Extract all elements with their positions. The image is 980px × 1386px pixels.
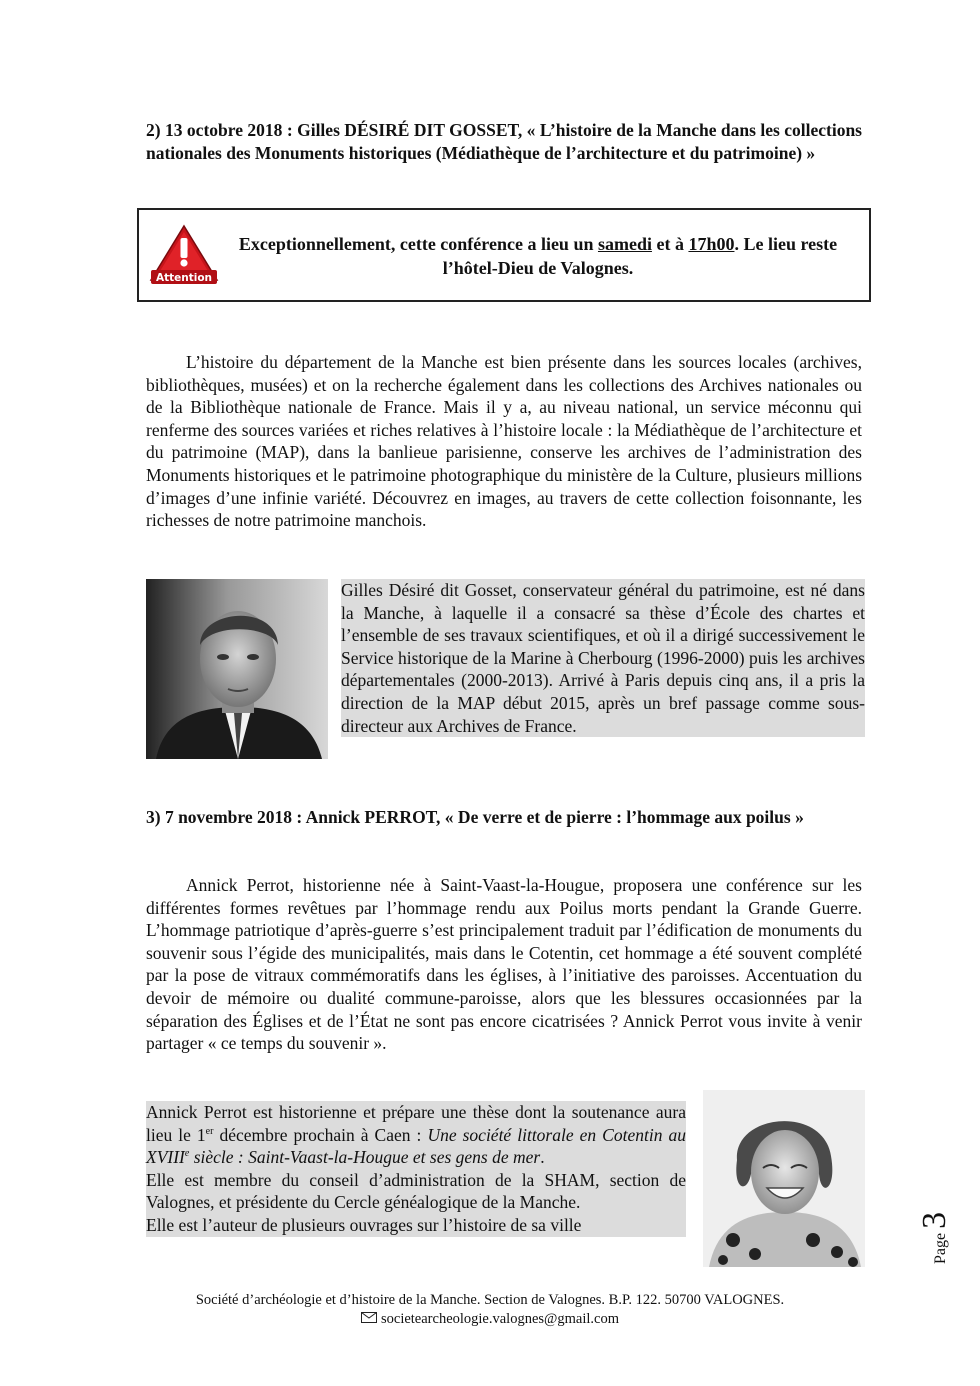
attention-warning-icon [147,224,221,286]
footer-address: Société d’archéologie et d’histoire de la Manche. Section de Valognes. B.P. 122. 50700 VALOGNES. [195,1292,785,1308]
footer-email[interactable]: societearcheologie.valognes@gmail.com [380,1311,620,1327]
page-number: 3 [916,1211,953,1229]
portrait-gilles-desire-dit-gosset [146,579,328,759]
bio-annick-perrot-line1: Annick Perrot est historienne et prépare une thèse dont la soutenance aura lieu le 1er décembre prochain à Caen : Une société littorale en Cotentin au XVIIIe siècle : Saint-Vaast-la-Hougue et ses gens de mer. [146,1102,686,1168]
attention-icon-label: Attention [155,272,213,284]
portrait-annick-perrot [703,1090,865,1267]
page-number-label: Page 3 [916,1211,953,1264]
bio-annick-perrot-line2: Elle est membre du conseil d’administration de la SHAM, section de Valognes, et présidente du Cercle généalogique de la Manche. [146,1169,686,1213]
section-2-paragraph: L’histoire du département de la Manche est bien présente dans les sources locales (archives, bibliothèques, musées) et on la recherche également dans les collections des Archives nationales ou de la Bibliothèque nationale de France. Mais il y a, au niveau national, un service méconnu qui renferme des sources variées et riches relatives à l’histoire locale : la Médiathèque de l’architecture et du patrimoine (MAP), dans la banlieue parisienne, conserve les archives de l’administration des Monuments historiques et le patrimoine photographique du ministère de la Culture, plusieurs millions d’images d’une infinie variété. Découvrez en images, au travers de cette collection foisonnante, les richesses de notre patrimoine manchois. [146,352,862,531]
bio-annick-perrot-line3: Elle est l’auteur de plusieurs ouvrages sur l’histoire de sa ville [146,1214,686,1237]
envelope-icon [361,1310,377,1329]
section-3-heading: 3) 7 novembre 2018 : Annick PERROT, « De verre et de pierre : l’hommage aux poilus » [146,807,804,827]
section-2-heading: 2) 13 octobre 2018 : Gilles DÉSIRÉ DIT GOSSET, « L’histoire de la Manche dans les collections nationales des Monuments historiques (Médiathèque de l’architecture et du patrimoine) » [146,120,862,163]
attention-notice-text: Exceptionnellement, cette conférence a lieu un samedi et à 17h00. Le lieu reste l’hôtel-Dieu de Valognes. [238,234,838,278]
bio-annick-perrot [146,1101,686,1237]
attention-notice-box [137,208,871,302]
footer-email-line [120,1310,860,1329]
bio-gilles-desire-dit-gosset: Gilles Désiré dit Gosset, conservateur général du patrimoine, est né dans la Manche, à laquelle il a consacré sa thèse d’École des chartes et l’ensemble de ses travaux scientifiques, et où il a dirigé successivement le Service historique de la Marine à Cherbourg (1996-2000) puis les archives départementales (2000-2013). Arrivé à Paris depuis cinq ans, il a pris la direction de la MAP début 2015, après un bref passage comme sous-directeur aux Archives de France. [341,580,865,736]
section-3-paragraph: Annick Perrot, historienne née à Saint-Vaast-la-Hougue, proposera une conférence sur les différentes formes revêtues par l’hommage rendu aux Poilus morts pendant la Grande Guerre. L’hommage patriotique d’après-guerre s’est principalement traduit par l’édification de monuments du souvenir sous l’égide des municipalités, mais dans le Cotentin, cet hommage a été souvent complété par la pose de vitraux commémoratifs dans les églises, à l’initiative des paroisses. Accentuation du devoir de mémoire ou dualité commune-paroisse, alors que les blessures occasionnées par la séparation des Églises et de l’État ne sont pas encore cicatrisées ? Annick Perrot vous invite à venir partager « ce temps du souvenir ». [146,875,862,1054]
